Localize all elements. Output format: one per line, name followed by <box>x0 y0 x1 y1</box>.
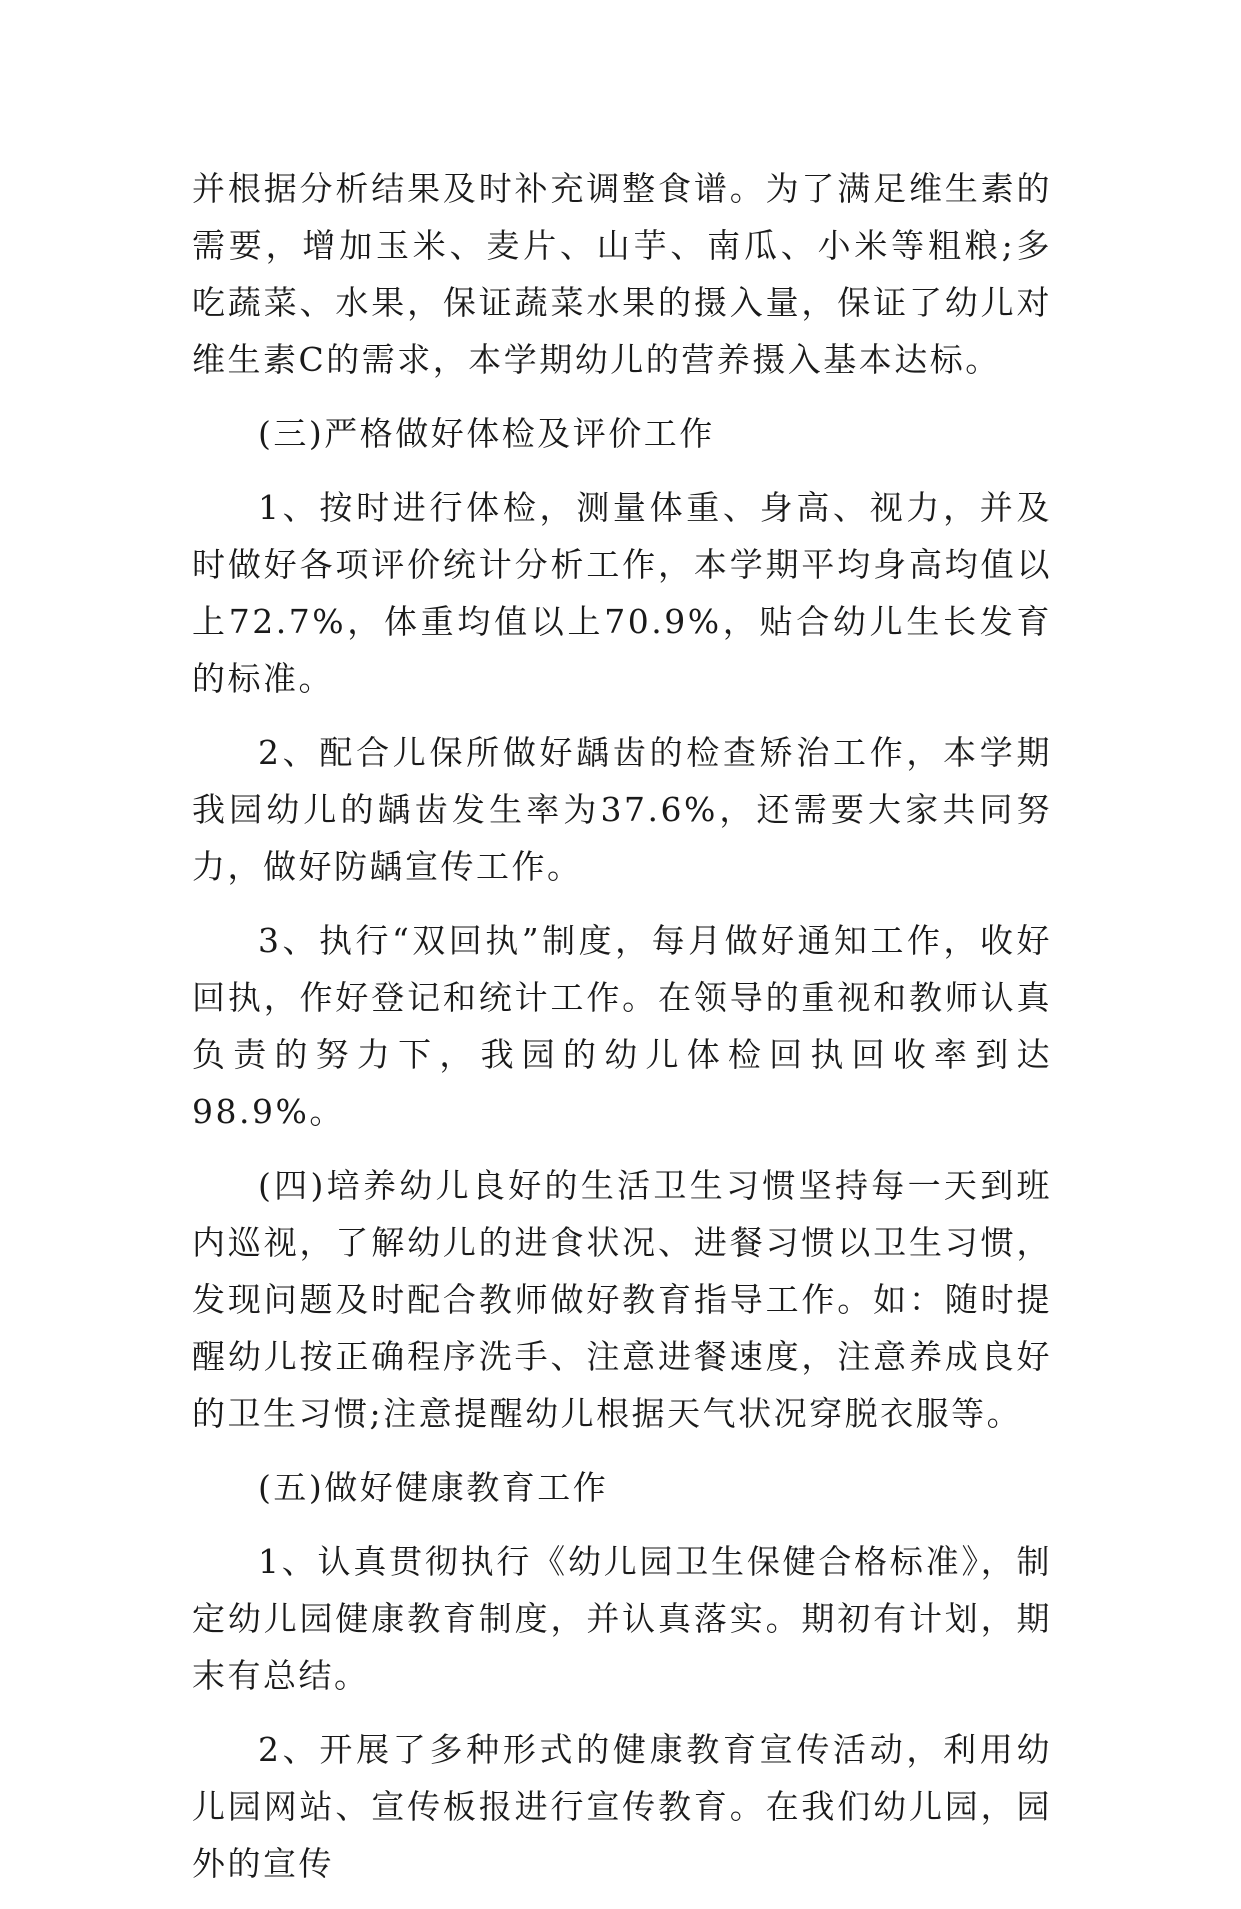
paragraph-exam-item-2: 2、配合儿保所做好龋齿的检查矫治工作，本学期我园幼儿的龋齿发生率为37.6%，还需要大家共同努力，做好防龋宣传工作。 <box>192 733 1052 886</box>
section-heading-health-education: (五)做好健康教育工作 <box>258 1468 609 1507</box>
paragraph-exam-item-3: 3、执行“双回执”制度，每月做好通知工作，收好回执，作好登记和统计工作。在领导的重视和教师认真负责的努力下，我园的幼儿体检回执回收率到达98.9%。 <box>192 921 1052 1131</box>
paragraph-exam-item-1: 1、按时进行体检，测量体重、身高、视力，并及时做好各项评价统计分析工作，本学期平均身高均值以上72.7%，体重均值以上70.9%，贴合幼儿生长发育的标准。 <box>192 488 1052 698</box>
paragraph-hygiene-habits: (四)培养幼儿良好的生活卫生习惯坚持每一天到班内巡视，了解幼儿的进食状况、进餐习惯以卫生习惯，发现问题及时配合教师做好教育指导工作。如：随时提醒幼儿按正确程序洗手、注意进餐速度，注意养成良好的卫生习惯;注意提醒幼儿根据天气状况穿脱衣服等。 <box>192 1166 1052 1433</box>
paragraph-education-item-1: 1、认真贯彻执行《幼儿园卫生保健合格标准》，制定幼儿园健康教育制度，并认真落实。期初有计划，期末有总结。 <box>192 1542 1052 1695</box>
paragraph-nutrition: 并根据分析结果及时补充调整食谱。为了满足维生素的需要，增加玉米、麦片、山芋、南瓜、小米等粗粮;多吃蔬菜、水果，保证蔬菜水果的摄入量，保证了幼儿对维生素C的需求，本学期幼儿的营养摄入基本达标。 <box>192 169 1052 379</box>
paragraph-education-item-2: 2、开展了多种形式的健康教育宣传活动，利用幼儿园网站、宣传板报进行宣传教育。在我们幼儿园，园外的宣传 <box>192 1730 1052 1883</box>
document-body <box>192 160 1052 1909</box>
section-heading-physical-exam: (三)严格做好体检及评价工作 <box>258 414 715 453</box>
